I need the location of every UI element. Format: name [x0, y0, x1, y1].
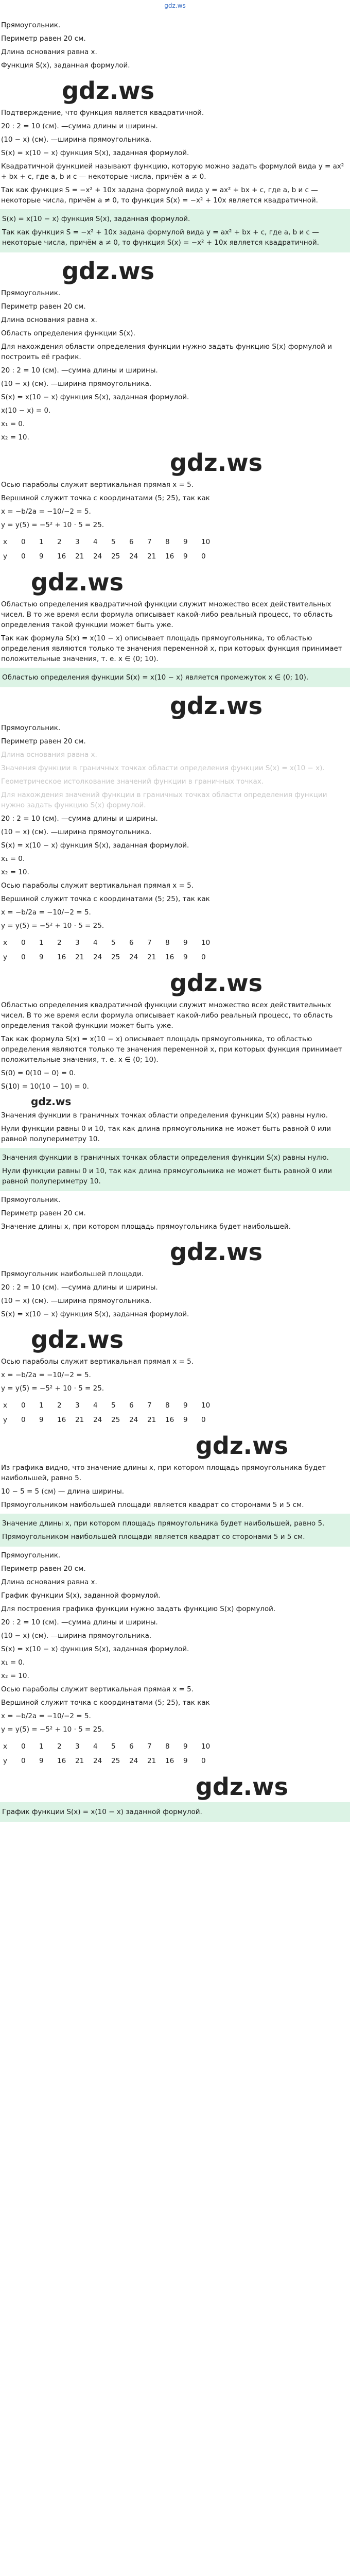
- solution-paragraph: Областью определения квадратичной функции служит множество всех действительных чисел. В то же время если формула описывает какой-либо реальный процесс, то область определения такой функции может быть уже.: [1, 1001, 333, 1030]
- table-cell: 21: [147, 552, 156, 561]
- watermark-logo: gdz.ws: [196, 1773, 288, 1801]
- table-cell: 9: [183, 1416, 188, 1424]
- table-cell: 1: [39, 538, 44, 546]
- table-cell: 9: [39, 953, 44, 961]
- watermark-logo: gdz.ws: [62, 257, 154, 285]
- answer-box: [0, 1514, 350, 1547]
- answer-box: [0, 209, 350, 252]
- table-cell: 0: [21, 1401, 26, 1410]
- table-cell: 4: [93, 1742, 98, 1751]
- table-cell: 8: [165, 939, 170, 947]
- solution-paragraph: 10 − 5 = 5 (см) — длина ширины.: [1, 1487, 125, 1496]
- solution-paragraph: Геометрическое истолкование значений функции в граничных точках.: [1, 777, 264, 786]
- solution-paragraph: x = −b/2a = −10/−2 = 5.: [1, 1712, 91, 1720]
- table-cell: 5: [111, 1401, 116, 1410]
- watermark-logo: gdz.ws: [31, 1095, 72, 1108]
- table-row: [3, 549, 219, 564]
- solution-paragraph: S(x) = x(10 − x) функция S(x), заданная формулой.: [1, 841, 189, 850]
- table-cell: 21: [75, 1416, 84, 1424]
- table-cell: 9: [183, 1742, 188, 1751]
- table-cell: 2: [57, 939, 62, 947]
- table-cell: 24: [129, 1416, 138, 1424]
- table-cell: y: [3, 1757, 7, 1765]
- value-table: [3, 1739, 219, 1768]
- table-cell: 10: [201, 939, 211, 947]
- solution-paragraph: x(10 − x) = 0.: [1, 406, 51, 415]
- table-cell: 4: [93, 939, 98, 947]
- table-cell: x: [3, 939, 7, 947]
- solution-paragraph: Значение длины x, при котором площадь прямоугольника будет наибольшей.: [1, 1223, 291, 1231]
- solution-paragraph: Для построения графика функции нужно задать функцию S(x) формулой.: [1, 1605, 276, 1613]
- table-cell: 25: [111, 1757, 120, 1765]
- table-cell: 9: [183, 538, 188, 546]
- table-cell: 9: [183, 939, 188, 947]
- table-cell: 7: [147, 538, 152, 546]
- table-cell: 16: [57, 1416, 66, 1424]
- solution-paragraph: Вершиной служит точка с координатами (5; 25), так как: [1, 895, 210, 903]
- table-cell: 5: [111, 538, 116, 546]
- solution-paragraph: Для нахождения области определения функции нужно задать функцию S(x) формулой и построить её график.: [1, 343, 332, 361]
- answer-line: Нули функции равны 0 и 10, так как длина прямоугольника не может быть равной 0 или равной полупериметру 10.: [2, 1167, 332, 1185]
- solution-paragraph: Так как формула S(x) = x(10 − x) описывает площадь прямоугольника, то областью определения являются только те значения переменной x, при которых функция принимает положительные значения, т. е. x ∈ (0; 10).: [1, 634, 342, 663]
- solution-paragraph: Так как формула S(x) = x(10 − x) описывает площадь прямоугольника, то областью определения являются только те значения переменной x, при которых функция принимает положительные значения, т. е. x ∈ (0; 10).: [1, 1035, 342, 1064]
- watermark-logo: gdz.ws: [170, 692, 262, 720]
- table-cell: 21: [75, 953, 84, 961]
- solution-paragraph: (10 − x) (см). —ширина прямоугольника.: [1, 1297, 152, 1305]
- table-cell: 0: [21, 939, 26, 947]
- table-cell: 7: [147, 1401, 152, 1410]
- table-cell: 16: [165, 552, 174, 561]
- solution-paragraph: Область определения функции S(x).: [1, 329, 135, 337]
- table-cell: 2: [57, 1401, 62, 1410]
- solution-paragraph: 20 : 2 = 10 (см). —сумма длины и ширины.: [1, 815, 158, 823]
- table-cell: 0: [21, 1742, 26, 1751]
- answer-box: [0, 1148, 350, 1191]
- table-cell: 4: [93, 1401, 98, 1410]
- solution-paragraph: 20 : 2 = 10 (см). —сумма длины и ширины.: [1, 122, 158, 130]
- solution-paragraph: (10 − x) (см). —ширина прямоугольника.: [1, 1632, 152, 1640]
- solution-paragraph: Прямоугольник.: [1, 1551, 61, 1560]
- value-table: [3, 535, 219, 564]
- table-cell: 3: [75, 939, 80, 947]
- watermark-logo: gdz.ws: [170, 1238, 262, 1266]
- solution-paragraph: S(10) = 10(10 − 10) = 0.: [1, 1082, 89, 1091]
- answer-line: График функции S(x) = x(10 − x) заданной формулой.: [2, 1808, 202, 1816]
- solution-paragraph: x₁ = 0.: [1, 420, 25, 428]
- table-cell: 9: [183, 1757, 188, 1765]
- solution-paragraph: Длина основания равна x.: [1, 1578, 97, 1586]
- table-cell: 1: [39, 1401, 44, 1410]
- table-cell: 21: [75, 552, 84, 561]
- answer-line: Областью определения функции S(x) = x(10 − x) является промежуток x ∈ (0; 10).: [2, 673, 309, 682]
- solution-paragraph: Прямоугольник наибольшей площади.: [1, 1270, 144, 1278]
- table-row: [3, 1413, 219, 1427]
- table-cell: 21: [75, 1757, 84, 1765]
- table-cell: 0: [21, 1416, 26, 1424]
- table-cell: 9: [183, 552, 188, 561]
- solution-paragraph: x₁ = 0.: [1, 1658, 25, 1667]
- table-row: [3, 535, 219, 549]
- table-cell: 0: [201, 1416, 206, 1424]
- table-cell: 5: [111, 1742, 116, 1751]
- solution-paragraph: x₁ = 0.: [1, 855, 25, 863]
- answer-box: [0, 1802, 350, 1822]
- solution-paragraph: Прямоугольником наибольшей площади является квадрат со сторонами 5 и 5 см.: [1, 1501, 304, 1509]
- table-row: [3, 1754, 219, 1768]
- table-cell: 16: [57, 552, 66, 561]
- solution-paragraph: Осью параболы служит вертикальная прямая x = 5.: [1, 882, 194, 890]
- solution-paragraph: Значения функции в граничных точках области определения функции S(x) равны нулю.: [1, 1111, 328, 1120]
- table-cell: 10: [201, 1401, 211, 1410]
- solution-paragraph: Подтверждение, что функция является квадратичной.: [1, 109, 204, 117]
- table-cell: 3: [75, 1742, 80, 1751]
- answer-line: Значения функции в граничных точках области определения функции S(x) равны нулю.: [2, 1154, 329, 1162]
- solution-paragraph: Периметр равен 20 см.: [1, 35, 86, 43]
- solution-paragraph: Для нахождения значений функции в граничных точках области определения функции нужно задать функцию S(x) формулой.: [1, 791, 327, 809]
- table-cell: x: [3, 1742, 7, 1751]
- solution-paragraph: Длина основания равна x.: [1, 48, 97, 56]
- solution-paragraph: Областью определения квадратичной функции служит множество всех действительных чисел. В то же время если формула описывает какой-либо реальный процесс, то область определения такой функции может быть уже.: [1, 600, 333, 629]
- solution-paragraph: x₂ = 10.: [1, 433, 29, 442]
- solution-paragraph: Длина основания равна x.: [1, 316, 97, 324]
- solution-paragraph: Периметр равен 20 см.: [1, 1565, 86, 1573]
- solution-paragraph: Нули функции равны 0 и 10, так как длина прямоугольника не может быть равной 0 или равной полупериметру 10.: [1, 1125, 331, 1143]
- watermark-logo: gdz.ws: [62, 77, 154, 105]
- solution-paragraph: S(x) = x(10 − x) функция S(x), заданная формулой.: [1, 149, 189, 157]
- table-cell: 24: [129, 953, 138, 961]
- table-cell: 9: [39, 1416, 44, 1424]
- table-cell: 21: [147, 1757, 156, 1765]
- table-cell: 2: [57, 538, 62, 546]
- table-cell: 0: [201, 953, 206, 961]
- solution-paragraph: Осью параболы служит вертикальная прямая x = 5.: [1, 481, 194, 489]
- solution-paragraph: Осью параболы служит вертикальная прямая x = 5.: [1, 1685, 194, 1693]
- table-cell: 6: [129, 1742, 134, 1751]
- table-cell: 0: [21, 538, 26, 546]
- table-cell: 24: [93, 1416, 102, 1424]
- solution-paragraph: y = y(5) = −5² + 10 · 5 = 25.: [1, 1384, 104, 1393]
- table-cell: 4: [93, 538, 98, 546]
- table-cell: 9: [39, 1757, 44, 1765]
- answer-line: Так как функция S = −x² + 10x задана формулой вида y = ax² + bx + c, где a, b и c — некоторые числа, причём a ≠ 0, то функция S(x) = −x² + 10x является квадратичной.: [2, 228, 319, 247]
- table-cell: 1: [39, 939, 44, 947]
- solution-paragraph: 20 : 2 = 10 (см). —сумма длины и ширины.: [1, 1618, 158, 1626]
- solution-paragraph: Значения функции в граничных точках области определения функции S(x) = x(10 − x).: [1, 764, 325, 772]
- table-cell: 0: [21, 953, 26, 961]
- answer-line: Значение длины x, при котором площадь прямоугольника будет наибольшей, равно 5.: [2, 1519, 325, 1528]
- table-cell: 25: [111, 953, 120, 961]
- solution-paragraph: Вершиной служит точка с координатами (5; 25), так как: [1, 1699, 210, 1707]
- table-cell: 21: [147, 953, 156, 961]
- watermark-logo: gdz.ws: [170, 449, 262, 477]
- table-cell: 6: [129, 538, 134, 546]
- solution-paragraph: x₂ = 10.: [1, 1672, 29, 1680]
- solution-paragraph: Функция S(x), заданная формулой.: [1, 61, 130, 70]
- table-row: [3, 950, 219, 964]
- solution-paragraph: (10 − x) (см). —ширина прямоугольника.: [1, 828, 152, 836]
- table-cell: 7: [147, 939, 152, 947]
- table-cell: 25: [111, 1416, 120, 1424]
- table-cell: 7: [147, 1742, 152, 1751]
- solution-paragraph: Прямоугольник.: [1, 289, 61, 297]
- watermark-logo: gdz.ws: [31, 1326, 124, 1353]
- solution-paragraph: y = y(5) = −5² + 10 · 5 = 25.: [1, 1725, 104, 1734]
- solution-paragraph: Вершиной служит точка с координатами (5; 25), так как: [1, 494, 210, 502]
- value-table: [3, 1398, 219, 1427]
- solution-paragraph: y = y(5) = −5² + 10 · 5 = 25.: [1, 922, 104, 930]
- solution-paragraph: S(0) = 0(10 − 0) = 0.: [1, 1069, 76, 1077]
- solution-paragraph: Периметр равен 20 см.: [1, 1209, 86, 1217]
- table-row: [3, 936, 219, 950]
- table-cell: 1: [39, 1742, 44, 1751]
- table-cell: 5: [111, 939, 116, 947]
- table-cell: 6: [129, 939, 134, 947]
- table-cell: 16: [57, 953, 66, 961]
- solution-paragraph: x₂ = 10.: [1, 868, 29, 876]
- answer-box: [0, 668, 350, 687]
- solution-paragraph: График функции S(x), заданной формулой.: [1, 1591, 161, 1600]
- table-cell: 8: [165, 1401, 170, 1410]
- solution-paragraph: Прямоугольник.: [1, 21, 61, 29]
- table-row: [3, 1739, 219, 1754]
- table-cell: 21: [147, 1416, 156, 1424]
- table-cell: 24: [93, 552, 102, 561]
- table-cell: 16: [57, 1757, 66, 1765]
- table-cell: 0: [21, 552, 26, 561]
- value-table: [3, 936, 219, 964]
- table-cell: 25: [111, 552, 120, 561]
- table-cell: y: [3, 1416, 7, 1424]
- watermark-logo: gdz.ws: [170, 969, 262, 997]
- solution-paragraph: x = −b/2a = −10/−2 = 5.: [1, 507, 91, 516]
- table-cell: 24: [129, 1757, 138, 1765]
- table-cell: x: [3, 538, 7, 546]
- site-link[interactable]: gdz.ws: [164, 2, 186, 9]
- solution-paragraph: Осью параболы служит вертикальная прямая x = 5.: [1, 1358, 194, 1366]
- table-cell: 16: [165, 953, 174, 961]
- table-cell: 9: [183, 1401, 188, 1410]
- table-cell: y: [3, 953, 7, 961]
- solution-paragraph: Периметр равен 20 см.: [1, 302, 86, 311]
- table-cell: 0: [201, 1757, 206, 1765]
- watermark-logo: gdz.ws: [31, 568, 124, 596]
- table-cell: 0: [21, 1757, 26, 1765]
- table-cell: x: [3, 1401, 7, 1410]
- table-cell: 2: [57, 1742, 62, 1751]
- solution-paragraph: Так как функция S = −x² + 10x задана формулой вида y = ax² + bx + c, где a, b и c — некоторые числа, причём a ≠ 0, то функция S(x) = −x² + 10x является квадратичной.: [1, 186, 318, 205]
- answer-line: S(x) = x(10 − x) функция S(x), заданная формулой.: [2, 215, 190, 223]
- solution-paragraph: 20 : 2 = 10 (см). —сумма длины и ширины.: [1, 1283, 158, 1292]
- table-cell: 0: [201, 552, 206, 561]
- table-cell: 6: [129, 1401, 134, 1410]
- table-cell: 24: [93, 1757, 102, 1765]
- table-cell: 16: [165, 1416, 174, 1424]
- solution-paragraph: x = −b/2a = −10/−2 = 5.: [1, 908, 91, 917]
- solution-paragraph: S(x) = x(10 − x) функция S(x), заданная формулой.: [1, 1310, 189, 1318]
- table-cell: 16: [165, 1757, 174, 1765]
- table-cell: 3: [75, 538, 80, 546]
- table-row: [3, 1398, 219, 1413]
- watermark-logo: gdz.ws: [196, 1432, 288, 1460]
- solution-paragraph: (10 − x) (см). —ширина прямоугольника.: [1, 380, 152, 388]
- solution-paragraph: Длина основания равна x.: [1, 751, 97, 759]
- table-cell: 24: [93, 953, 102, 961]
- solution-paragraph: 20 : 2 = 10 (см). —сумма длины и ширины.: [1, 366, 158, 375]
- solution-paragraph: x = −b/2a = −10/−2 = 5.: [1, 1371, 91, 1379]
- solution-paragraph: Прямоугольник.: [1, 724, 61, 732]
- table-cell: 9: [183, 953, 188, 961]
- solution-paragraph: S(x) = x(10 − x) функция S(x), заданная формулой.: [1, 1645, 189, 1653]
- solution-paragraph: y = y(5) = −5² + 10 · 5 = 25.: [1, 521, 104, 529]
- table-cell: 3: [75, 1401, 80, 1410]
- table-cell: 10: [201, 1742, 211, 1751]
- table-cell: y: [3, 552, 7, 561]
- table-cell: 24: [129, 552, 138, 561]
- answer-line: Прямоугольником наибольшей площади является квадрат со сторонами 5 и 5 см.: [2, 1533, 305, 1541]
- table-cell: 8: [165, 1742, 170, 1751]
- solution-paragraph: Из графика видно, что значение длины x, при котором площадь прямоугольника будет наибольшей, равно 5.: [1, 1464, 326, 1482]
- solution-paragraph: (10 − x) (см). —ширина прямоугольника.: [1, 135, 152, 144]
- table-cell: 8: [165, 538, 170, 546]
- solution-paragraph: S(x) = x(10 − x) функция S(x), заданная формулой.: [1, 393, 189, 401]
- solution-paragraph: Прямоугольник.: [1, 1196, 61, 1204]
- solution-paragraph: Периметр равен 20 см.: [1, 737, 86, 745]
- table-cell: 9: [39, 552, 44, 561]
- table-cell: 10: [201, 538, 211, 546]
- solution-content: [0, 19, 350, 1824]
- solution-paragraph: Квадратичной функцией называют функцию, которую можно задать формулой вида y = ax² + bx + c, где a, b и c — некоторые числа, причём a ≠ 0.: [1, 162, 344, 181]
